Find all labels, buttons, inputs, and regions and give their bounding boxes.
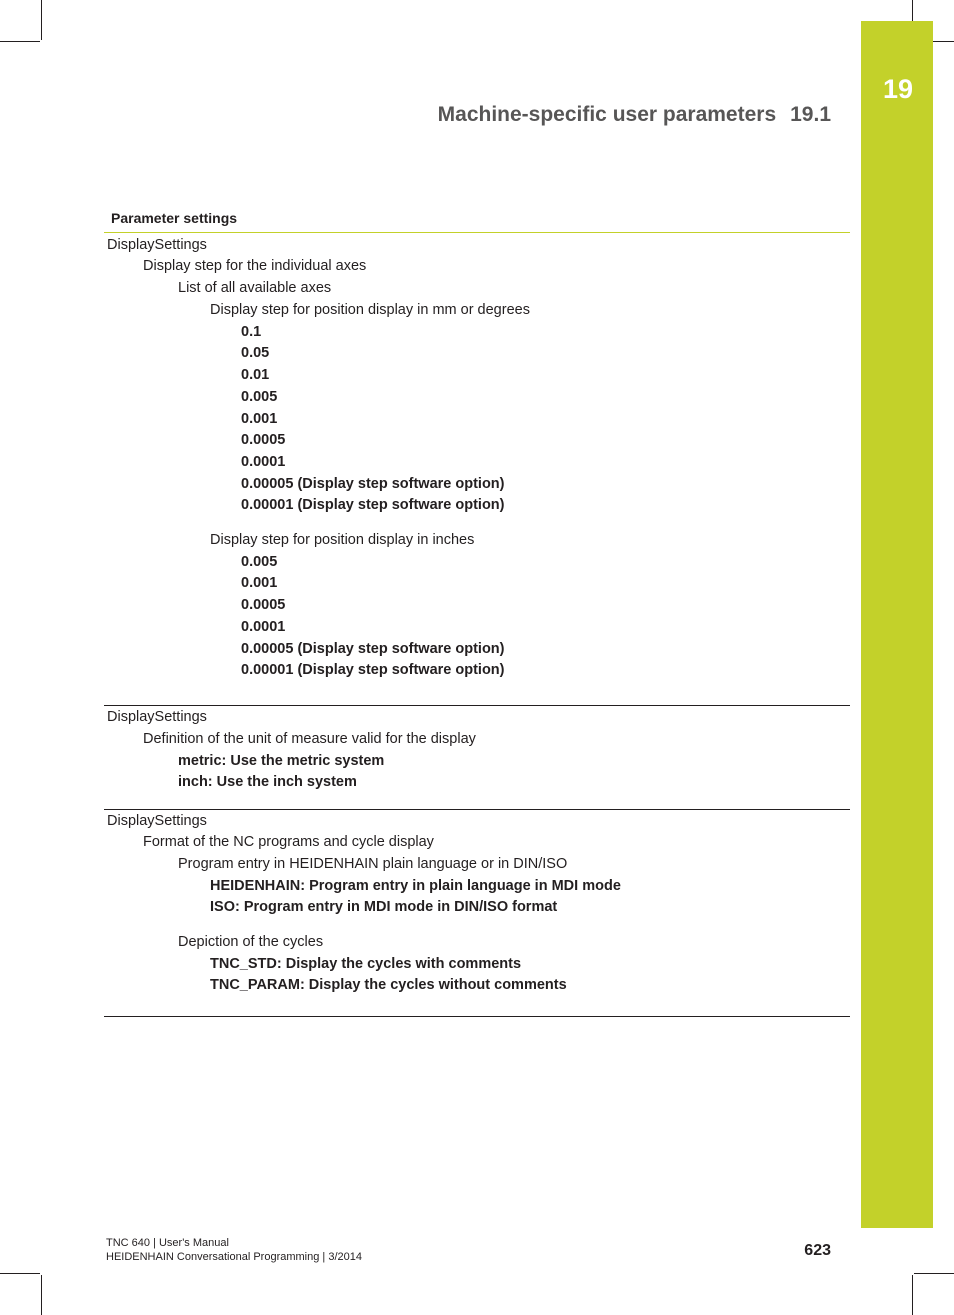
param-value: 0.01 xyxy=(241,367,270,383)
param-value: 0.005 xyxy=(241,554,278,570)
crop-mark xyxy=(912,1275,913,1315)
param-value: 0.00001 (Display step software option) xyxy=(241,497,505,513)
chapter-number: 19 xyxy=(882,74,913,104)
param-value: 0.001 xyxy=(241,575,278,591)
page-header xyxy=(300,104,831,125)
param-subtitle: Display step for position display in inches xyxy=(210,532,475,548)
param-description: Format of the NC programs and cycle display xyxy=(143,834,434,850)
crop-mark xyxy=(0,1273,40,1274)
crop-mark xyxy=(914,1273,954,1274)
crop-mark xyxy=(41,0,42,40)
param-value: metric: Use the metric system xyxy=(178,753,385,769)
crop-mark xyxy=(0,41,40,42)
param-value: TNC_STD: Display the cycles with comments xyxy=(210,956,522,972)
param-value: 0.0005 xyxy=(241,597,286,613)
param-value: 0.0005 xyxy=(241,432,286,448)
row-divider xyxy=(104,809,850,810)
param-value: 0.0001 xyxy=(241,619,286,635)
param-value: 0.005 xyxy=(241,389,278,405)
chapter-tab xyxy=(861,21,933,1228)
page-footer xyxy=(106,1236,362,1264)
table-header-rule xyxy=(104,232,850,233)
page-number: 623 xyxy=(804,1242,831,1259)
param-value: 0.0001 xyxy=(241,454,286,470)
crop-mark xyxy=(41,1275,42,1315)
table-column-header: Parameter settings xyxy=(111,210,238,226)
table-bottom-rule xyxy=(104,1016,850,1017)
param-description: Display step for the individual axes xyxy=(143,258,367,274)
param-value: TNC_PARAM: Display the cycles without comments xyxy=(210,977,567,993)
param-value: 0.00001 (Display step software option) xyxy=(241,662,505,678)
param-value: inch: Use the inch system xyxy=(178,774,357,790)
param-name: DisplaySettings xyxy=(107,709,207,725)
param-subtitle: List of all available axes xyxy=(178,280,332,296)
row-divider xyxy=(104,705,850,706)
footer-manual-subtitle: HEIDENHAIN Conversational Programming | 3/2014 xyxy=(106,1251,362,1263)
param-name: DisplaySettings xyxy=(107,813,207,829)
param-name: DisplaySettings xyxy=(107,237,207,253)
param-description: Definition of the unit of measure valid for the display xyxy=(143,731,476,747)
param-subtitle: Display step for position display in mm or degrees xyxy=(210,302,530,318)
param-value: ISO: Program entry in MDI mode in DIN/ISO format xyxy=(210,899,558,915)
header-section: 19.1 xyxy=(790,103,831,126)
param-subtitle: Depiction of the cycles xyxy=(178,934,324,950)
header-title: Machine-specific user parameters xyxy=(437,103,777,126)
param-value: 0.00005 (Display step software option) xyxy=(241,476,505,492)
param-subtitle: Program entry in HEIDENHAIN plain language or in DIN/ISO xyxy=(178,856,568,872)
param-value: 0.1 xyxy=(241,324,262,340)
footer-manual-title: TNC 640 | User's Manual xyxy=(106,1237,229,1249)
param-value: 0.001 xyxy=(241,411,278,427)
param-value: HEIDENHAIN: Program entry in plain language in MDI mode xyxy=(210,878,621,894)
param-value: 0.00005 (Display step software option) xyxy=(241,641,505,657)
param-value: 0.05 xyxy=(241,345,270,361)
